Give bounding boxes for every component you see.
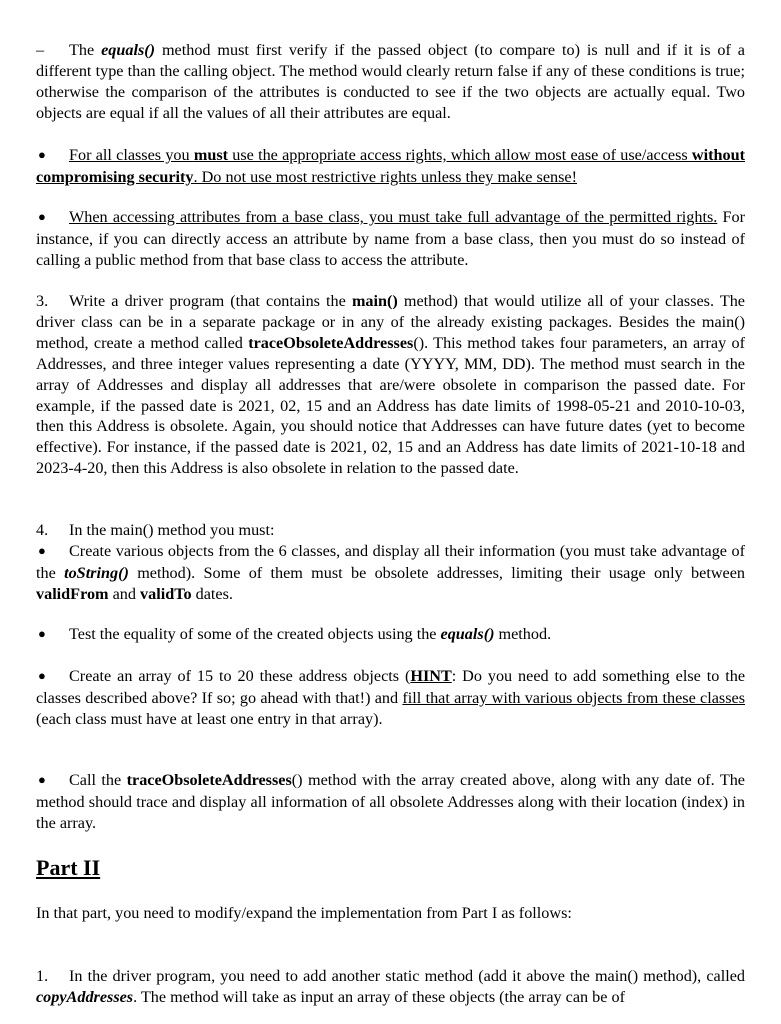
item-number: 4.: [36, 521, 49, 539]
item-4-main-method: 4. In the main() method you must:: [36, 521, 275, 539]
dash-marker: –: [36, 41, 45, 59]
bullet-icon: ●: [38, 209, 46, 224]
bullet-test-equality: ● Test the equality of some of the created objects using the equals() method.: [36, 624, 745, 646]
item-1-copy-addresses: 1. In the driver program, you need to add another static method (add it above the main() method), called copyAddresses. The method will take as input an array of these objects (the array can be of: [36, 967, 745, 1006]
bullet-icon: ●: [38, 147, 46, 162]
bullet-icon: ●: [38, 626, 46, 641]
bullet-call-trace: ● Call the traceObsoleteAddresses() method with the array created above, along with any date of. The method should trace and display all information of all obsolete Addresses along with their location (index) in the array.: [36, 771, 745, 832]
bullet-create-array: ● Create an array of 15 to 20 these address objects (HINT: Do you need to add something else to the classes described above? If so; go ahead with that!) and fill that array with various objects from these classes (each class must have at least one entry in that array).: [36, 667, 745, 728]
bullet-icon: ●: [38, 543, 46, 558]
bullet-access-rights: ● For all classes you must use the appropriate access rights, which allow most ease of use/access without compromising security. Do not use most restrictive rights unless they make sense!: [36, 146, 745, 186]
item-number: 1.: [36, 967, 49, 985]
bullet-icon: ●: [38, 668, 46, 683]
paragraph-part-ii-intro: In that part, you need to modify/expand the implementation from Part I as follows:: [36, 904, 572, 922]
item-3-driver-program: 3. Write a driver program (that contains the main() method) that would utilize all of your classes. The driver class can be in a separate package or in any of the already existing packages. Besides the main() method, create a method called traceObsoleteAddresses(). This method takes four parameters, an array of Addresses, and three integer values representing a date (YYYY, MM, DD). The method must search in the array of Addresses and display all addresses that are/were obsolete in comparison the passed date. For example, if the passed date is 2021, 02, 15 and an Address has date limits of 1998-05-21 and 2010-10-03, then this Address is obsolete. Again, you should notice that Addresses can have future dates (yet to become effective). For instance, if the passed date is 2021, 02, 15 and an Address has date limits of 2021-10-18 and 2023-4-20, then this Address is also obsolete in relation to the passed date.: [36, 292, 745, 478]
bullet-icon: ●: [38, 772, 46, 787]
bullet-base-class-attributes: ● When accessing attributes from a base class, you must take full advantage of the permitted rights. For instance, if you can directly access an attribute by name from a base class, then you must do so instead of calling a public method from that base class to access the attribute.: [36, 208, 745, 269]
section-heading-part-ii: Part II: [36, 855, 101, 880]
bullet-create-objects: ● Create various objects from the 6 classes, and display all their information (you must take advantage of the toString() method). Some of them must be obsolete addresses, limiting their usage only between validFrom and validTo dates.: [36, 542, 745, 603]
item-number: 3.: [36, 292, 49, 310]
paragraph-equals-rule: – The equals() method must first verify if the passed object (to compare to) is null and if it is of a different type than the calling object. The method would clearly return false if any of these conditions is true; otherwise the comparison of the attributes is conducted to see if the two objects are actually equal. Two objects are equal if all the values of all their attributes are equal.: [36, 41, 745, 122]
